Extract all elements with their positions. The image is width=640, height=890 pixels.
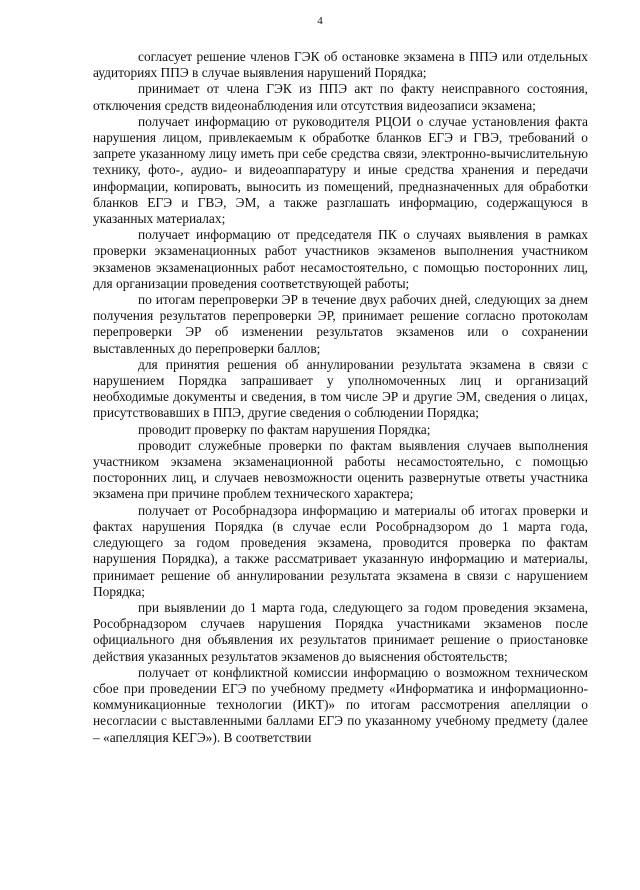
page-number: 4 (317, 15, 323, 27)
paragraph-11: получает от конфликтной комиссии информацию о возможном техническом сбое при проведении ЕГЭ по учебному предмету «Информатика и информационно-коммуникационные технологии (ИКТ)» по итогам рассмотрения апелляции о несогласии с выставленными баллами ЕГЭ по указанному учебному предмету (далее – «апелляция КЕГЭ»). В соответствии (93, 664, 588, 745)
paragraph-1: согласует решение членов ГЭК об остановке экзамена в ППЭ или отдельных аудиториях ППЭ в случае выявления нарушений Порядка; (93, 49, 588, 81)
paragraph-6: для принятия решения об аннулировании результата экзамена в связи с нарушением Порядка запрашивает у уполномоченных лиц и организаций необходимые документы и сведения, в том числе ЭР и другие ЭМ, сведения о лицах, присутствовавших в ППЭ, другие сведения о соблюдении Порядка; (93, 356, 588, 421)
paragraph-4: получает информацию от председателя ПК о случаях выявления в рамках проверки экзаменационных работ участников экзаменов выполнения участником экзаменов экзаменационных работ несамостоятельно, с помощью посторонних лиц, для организации проведения соответствующей работы; (93, 227, 588, 291)
paragraph-8: проводит служебные проверки по фактам выявления случаев выполнения участником экзамена экзаменационной работы несамостоятельно, с помощью посторонних лиц, и случаев невозможности оценить развернутые ответы участника экзамена при причине проблем технического характера; (93, 437, 588, 502)
paragraph-7: проводит проверку по фактам нарушения Порядка; (138, 421, 431, 437)
paragraph-3: получает информацию от руководителя РЦОИ о случае установления факта нарушения лицом, привлекаемым к обработке бланков ЕГЭ и ГВЭ, требований о запрете указанному лицу иметь при себе средства связи, электронно-вычислительную технику, фото-, аудио- и видеоаппаратуру и иные средства хранения и передачи информации, копировать, выносить из помещений, предназначенных для обработки бланков ЕГЭ и ГВЭ, ЭМ, а также разглашать информацию, содержащуюся в указанных материалах; (93, 113, 588, 227)
paragraph-10: при выявлении до 1 марта года, следующего за годом проведения экзамена, Рособрнадзором случаев нарушения Порядка участниками экзаменов после официального дня объявления их результатов принимает решение о приостановке действия указанных результатов экзаменов до выяснения обстоятельств; (93, 599, 588, 664)
document-body (93, 49, 588, 746)
paragraph-5: по итогам перепроверки ЭР в течение двух рабочих дней, следующих за днем получения результатов перепроверки ЭР, принимает решение согласно протоколам перепроверки ЭР об изменении результатов экзаменов или о сохранении выставленных до перепроверки баллов; (93, 292, 588, 356)
paragraph-2: принимает от члена ГЭК из ППЭ акт по факту неисправного состояния, отключения средств видеонаблюдения или отсутствия видеозаписи экзамена; (93, 81, 588, 113)
paragraph-9: получает от Рособрнадзора информацию и материалы об итогах проверки и фактах нарушения Порядка (в случае если Рособрнадзором до 1 марта года, следующего за годом проведения экзамена, проводится проверка по фактам нарушения Порядка), а также рассматривает указанную информацию и материалы, принимает решение об аннулировании результата экзамена в связи с нарушением Порядка; (93, 502, 588, 599)
